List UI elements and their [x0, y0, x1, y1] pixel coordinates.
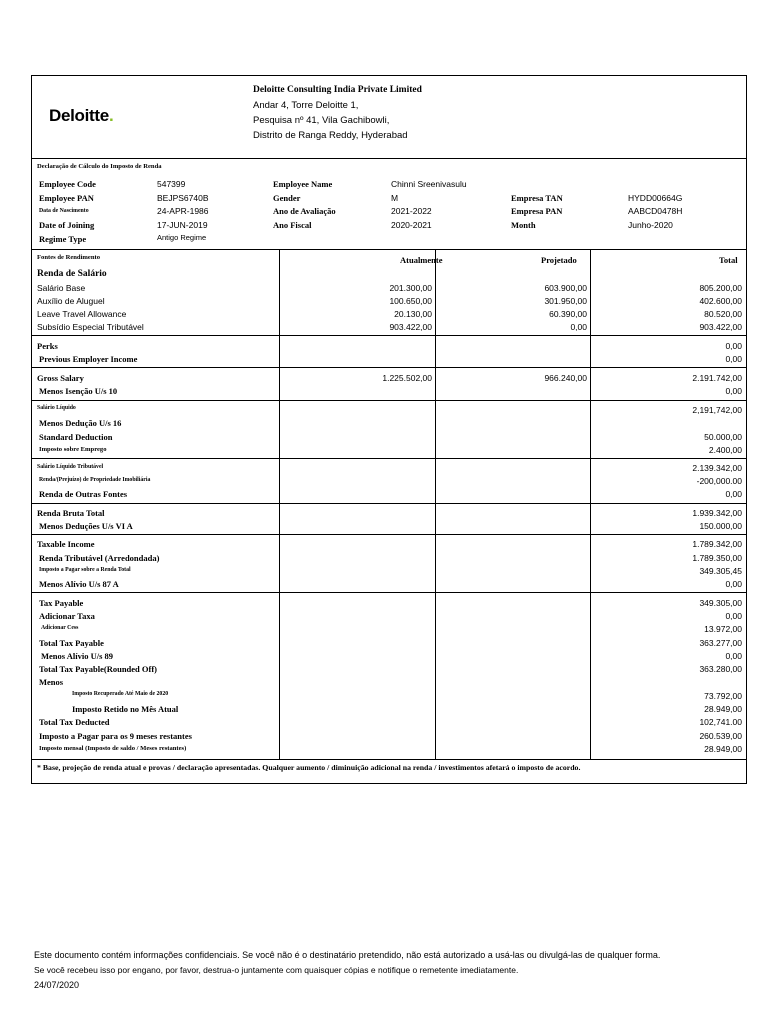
rebate-87a-total: 0,00 [725, 579, 742, 589]
house-property-label: Renda/(Prejuízo) de Propriedade Imobiliária [39, 477, 151, 483]
dob-label: Data de Nascimento [39, 208, 89, 214]
salary-row-projected: 603.900,00 [544, 283, 587, 293]
prev-employer-total: 0,00 [725, 354, 742, 364]
relief-89-label: Menos Alívio U/s 89 [41, 651, 114, 661]
remaining-months-total: 260.539,00 [699, 731, 742, 741]
divider [32, 503, 746, 504]
rebate-87a-label: Menos Alívio U/s 87 A [39, 579, 119, 589]
letterhead [32, 76, 746, 159]
employment-tax-label: Imposto sobre Emprego [39, 446, 107, 453]
fiscal-year: 2020-2021 [391, 220, 432, 230]
address-line-2: Pesquisa nº 41, Vila Gachibowli, [253, 115, 390, 126]
recovered-total: 73.792,00 [704, 691, 742, 701]
remaining-months-label: Imposto a Pagar para os 9 meses restantes [39, 731, 192, 741]
column-divider [435, 249, 436, 759]
company-tan: HYDD00664G [628, 193, 683, 203]
employee-name: Chinni Sreenivasulu [391, 179, 467, 189]
tax-on-total-label: Imposto a Pagar sobre a Renda Total [39, 567, 131, 573]
via-deduction-total: 150.000,00 [699, 521, 742, 531]
taxable-salary-label: Salário Líquido Tributável [37, 464, 104, 470]
gross-total-income-label: Renda Bruta Total [37, 508, 105, 518]
divider [32, 335, 746, 336]
dob: 24-APR-1986 [157, 206, 209, 216]
less-label: Menos [39, 677, 64, 687]
standard-deduction-total: 50.000,00 [704, 432, 742, 442]
gross-salary-total: 2.191.742,00 [692, 373, 742, 383]
salary-row-label: Leave Travel Allowance [37, 309, 127, 319]
salary-row-label: Subsídio Especial Tributável [37, 322, 144, 332]
surcharge-label: Adicionar Taxa [39, 611, 95, 621]
tax-payable-label: Tax Payable [39, 598, 84, 608]
doj: 17-JUN-2019 [157, 220, 208, 230]
exemption-label: Menos Isenção U/s 10 [39, 386, 118, 396]
assessment-year: 2021-2022 [391, 206, 432, 216]
rounded-off-label: Total Tax Payable(Rounded Off) [39, 664, 157, 674]
monthly-tax-label: Imposto mensal (Imposto de saldo / Meses restantes) [39, 745, 187, 752]
employee-code: 547399 [157, 179, 186, 189]
total-tax-payable-label: Total Tax Payable [39, 638, 104, 648]
divider [32, 400, 746, 401]
divider [32, 592, 746, 593]
exemption-total: 0,00 [725, 386, 742, 396]
column-divider [279, 249, 280, 759]
tax-payable-total: 349.305,00 [699, 598, 742, 608]
relief-89-total: 0,00 [725, 651, 742, 661]
column-header-source: Fontes de Rendimento [37, 254, 101, 261]
employee-name-label: Employee Name [273, 179, 333, 189]
rounded-off-total: 363.280,00 [699, 664, 742, 674]
via-deduction-label: Menos Deduções U/s VI A [39, 521, 133, 531]
footnote: * Base, projeção de renda atual e provas / declaração apresentadas. Qualquer aumento / diminuição adicional na renda / investimentos afetará o imposto de acordo. [37, 763, 581, 772]
fiscal-year-label: Ano Fiscal [273, 220, 312, 230]
salary-row-total: 903.422,00 [699, 322, 742, 332]
total-deducted: 102,741.00 [699, 717, 742, 727]
salary-row-projected: 301.950,00 [544, 296, 587, 306]
cess-label: Adicionar Cess [41, 625, 79, 631]
gross-salary-current: 1.225.502,00 [382, 373, 432, 383]
salary-row-total: 805.200,00 [699, 283, 742, 293]
regime: Antigo Regime [157, 233, 207, 242]
column-header-projected: Projetado [541, 255, 577, 265]
company-pan-label: Empresa PAN [511, 206, 563, 216]
salary-row-total: 80.520,00 [704, 309, 742, 319]
cess-total: 13.972,00 [704, 624, 742, 634]
document-date: 24/07/2020 [34, 980, 80, 990]
address-line-3: Distrito de Ranga Reddy, Hyderabad [253, 130, 408, 141]
company-tan-label: Empresa TAN [511, 193, 563, 203]
divider [32, 534, 746, 535]
taxable-salary-total: 2.139.342,00 [692, 463, 742, 473]
company-name: Deloitte Consulting India Private Limited [253, 85, 422, 95]
monthly-tax-total: 28.949,00 [704, 744, 742, 754]
gender: M [391, 193, 399, 203]
tax-statement [31, 75, 747, 784]
deduction-16-label: Menos Dedução U/s 16 [39, 418, 122, 428]
confidentiality-notice: Este documento contém informações confidenciais. Se você não é o destinatário pretendido, não está autorizado a usá-las ou divulgá-las de qualquer forma. [34, 950, 661, 960]
gender-label: Gender [273, 193, 301, 203]
net-salary-label: Salário Líquido [37, 405, 76, 411]
prev-employer-label: Previous Employer Income [39, 354, 138, 364]
rounded-income-total: 1.789.350,00 [692, 553, 742, 563]
salary-row-projected: 60.390,00 [549, 309, 587, 319]
salary-row-label: Salário Base [37, 283, 86, 293]
divider [32, 367, 746, 368]
salary-row-current: 100.650,00 [389, 296, 432, 306]
total-tax-payable: 363.277,00 [699, 638, 742, 648]
regime-label: Regime Type [39, 234, 87, 244]
taxable-income-total: 1.789.342,00 [692, 539, 742, 549]
surcharge-total: 0,00 [725, 611, 742, 621]
salary-row-current: 20.130,00 [394, 309, 432, 319]
salary-row-current: 201.300,00 [389, 283, 432, 293]
employment-tax-total: 2.400,00 [708, 445, 742, 455]
assessment-year-label: Ano de Avaliação [273, 206, 336, 216]
gross-salary-label: Gross Salary [37, 373, 84, 383]
employee-pan: BEJPS6740B [157, 193, 209, 203]
gross-salary-projected: 966.240,00 [544, 373, 587, 383]
taxable-income-label: Taxable Income [37, 539, 95, 549]
salary-row-current: 903.422,00 [389, 322, 432, 332]
tax-on-total: 349.305,45 [699, 566, 742, 576]
divider [32, 249, 746, 250]
month-label: Month [511, 220, 536, 230]
net-salary-total: 2,191,742,00 [692, 405, 742, 415]
rounded-income-label: Renda Tributável (Arredondada) [39, 553, 160, 563]
perks-total: 0,00 [725, 341, 742, 351]
doj-label: Date of Joining [39, 220, 95, 230]
other-income-label: Renda de Outras Fontes [39, 489, 128, 499]
recovered-label: Imposto Recuperado Até Maio de 2020 [72, 691, 169, 697]
salary-row-label: Auxílio de Aluguel [37, 296, 105, 306]
column-divider [590, 249, 591, 759]
employee-pan-label: Employee PAN [39, 193, 94, 203]
other-income-total: 0,00 [725, 489, 742, 499]
declaration-title: Declaração de Cálculo do Imposto de Renda [37, 163, 162, 170]
withheld-label: Imposto Retido no Mês Atual [72, 704, 179, 714]
employee-code-label: Employee Code [39, 179, 96, 189]
withheld-total: 28.949,00 [704, 704, 742, 714]
total-deducted-label: Total Tax Deducted [39, 717, 110, 727]
divider [32, 458, 746, 459]
confidentiality-notice-2: Se você recebeu isso por engano, por favor, destrua-o juntamente com quaisquer cópias e notifique o remetente imediatamente. [34, 965, 519, 975]
column-header-total: Total [719, 255, 738, 265]
company-pan: AABCD0478H [628, 206, 683, 216]
salary-heading: Renda de Salário [37, 269, 107, 279]
standard-deduction-label: Standard Deduction [39, 432, 113, 442]
company-address [253, 83, 422, 143]
gross-total-income: 1.939.342,00 [692, 508, 742, 518]
month: Junho-2020 [628, 220, 673, 230]
divider [32, 759, 746, 760]
perks-label: Perks [37, 341, 58, 351]
deloitte-logo: Deloitte. [49, 106, 114, 125]
house-property-total: -200,000.00 [696, 476, 742, 486]
salary-row-projected: 0,00 [570, 322, 587, 332]
column-header-current: Atualmente [400, 255, 443, 265]
salary-row-total: 402.600,00 [699, 296, 742, 306]
address-line-1: Andar 4, Torre Deloitte 1, [253, 100, 359, 111]
